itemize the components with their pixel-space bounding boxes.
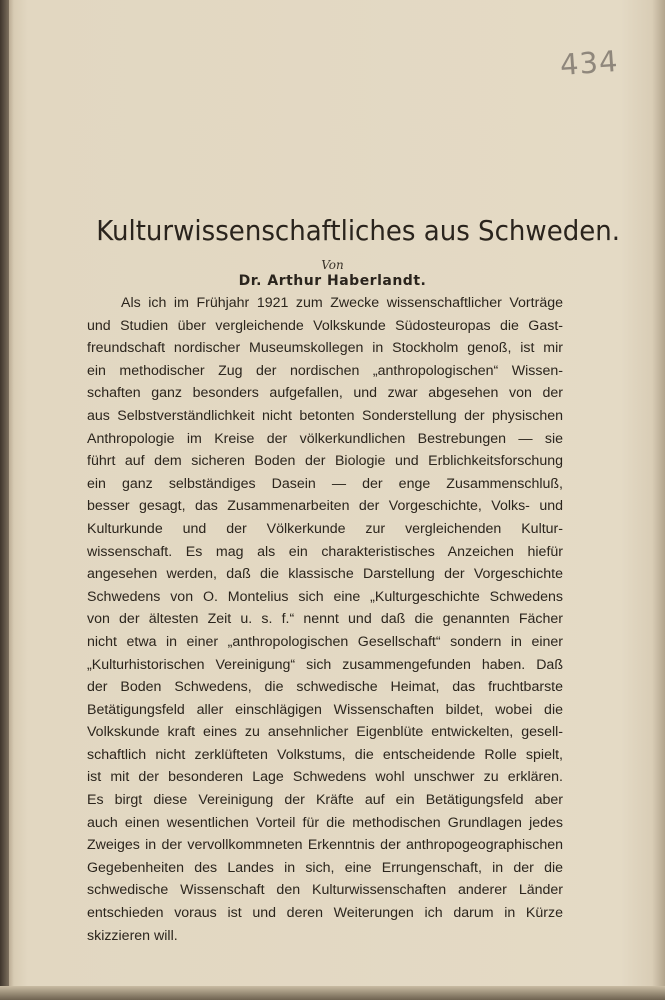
text-line: „Kulturhistorischen Vereinigung“ sich zusammengefunden haben. Daß	[87, 656, 563, 673]
text-line: von der ältesten Zeit u. s. f.“ nennt und daß die genannten Fächer	[87, 611, 563, 628]
text-line: auch einen wesentlichen Vorteil für die methodischen Grundlagen jedes	[87, 814, 563, 831]
author-name: Dr. Arthur Haberlandt.	[238, 273, 427, 289]
text-line: entschieden voraus ist und deren Weiterungen ich darum in Kürze	[87, 905, 563, 922]
article-title: Kulturwissenschaftliches aus Schweden.	[96, 214, 621, 247]
text-line: der Boden Schwedens, die schwedische Heimat, das fruchtbarste	[87, 679, 563, 696]
text-line: schaften ganz besonders aufgefallen, und zwar abgesehen von der	[87, 385, 563, 402]
text-line: Kulturkunde und der Völkerkunde zur vergleichenden Kultur-	[87, 520, 563, 537]
book-spine	[0, 0, 9, 1000]
text-line: Betätigungsfeld aller einschlägigen Wissenschaften bildet, wobei die	[87, 701, 563, 718]
text-line: Anthropologie im Kreise der völkerkundlichen Bestrebungen — sie	[87, 430, 563, 447]
body-text	[87, 292, 563, 947]
text-line: schwedische Wissenschaft den Kulturwissenschaften anderer Länder	[87, 882, 563, 899]
text-line: angesehen werden, daß die klassische Darstellung der Vorgeschichte	[87, 566, 563, 583]
text-line: besser gesagt, das Zusammenarbeiten der Vorgeschichte, Volks- und	[87, 498, 563, 515]
text-line: Volkskunde kraft eines zu ansehnlicher Eigenblüte entwickelten, gesell-	[87, 724, 563, 741]
text-line: ist mit der besonderen Lage Schwedens wohl unschwer zu erklären.	[87, 769, 563, 786]
byline-von: Von	[321, 258, 344, 272]
text-line: und Studien über vergleichende Volkskunde Südosteuropas die Gast-	[87, 317, 563, 334]
text-line: Es birgt diese Vereinigung der Kräfte auf ein Betätigungsfeld aber	[87, 792, 563, 809]
text-line: Als ich im Frühjahr 1921 zum Zwecke wissenschaftlicher Vorträge	[121, 295, 563, 311]
text-line: freundschaft nordischer Museumskollegen in Stockholm genoß, ist mir	[87, 340, 563, 357]
page-bottom-edge	[0, 986, 665, 1000]
text-line: Zweiges in der vervollkommneten Erkenntnis der anthropogeographischen	[87, 837, 563, 854]
text-line: Gegebenheiten des Landes in sich, eine Errungenschaft, in der die	[87, 859, 563, 876]
text-line: wissenschaft. Es mag als ein charakteristisches Anzeichen hiefür	[87, 543, 563, 560]
text-line: aus Selbstverständlichkeit nicht betonten Sonderstellung der physischen	[87, 407, 563, 424]
text-line: schaftlich nicht zerklüfteten Volkstums, die entscheidende Rolle spielt,	[87, 746, 563, 763]
text-line: führt auf dem sicheren Boden der Biologie und Erblichkeitsforschung	[87, 453, 563, 470]
text-line: nicht etwa in einer „anthropologischen Gesellschaft“ sondern in einer	[87, 633, 563, 650]
text-line: ein methodischer Zug der nordischen „anthropologischen“ Wissen-	[87, 362, 563, 379]
text-line: skizzieren will.	[87, 927, 178, 944]
text-line: Schwedens von O. Montelius sich eine „Kulturgeschichte Schwedens	[87, 588, 563, 605]
text-line: ein ganz selbständiges Dasein — der enge Zusammenschluß,	[87, 475, 563, 492]
page-number: 434	[558, 44, 620, 82]
